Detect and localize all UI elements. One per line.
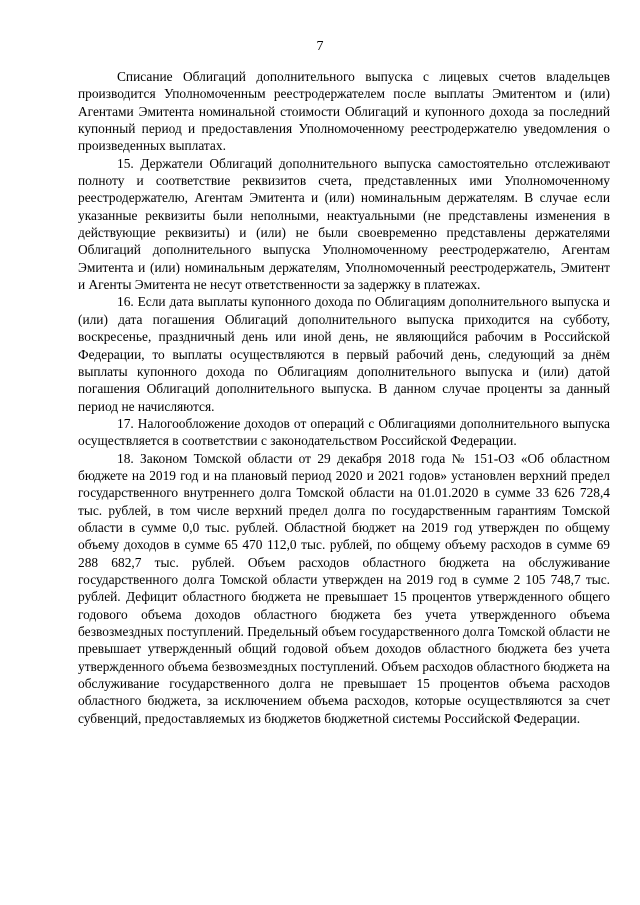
page-number: 7 [316,39,324,54]
paragraph-redemption-write-off: Списание Облигаций дополнительного выпуска с лицевых счетов владельцев производится Уполномоченным реестродержателем после выплаты Эмитентом и (или) Агентами Эмитента номинальной стоимости Облигаций и купонного дохода за последний купонный период и предоставления Уполномоченному реестродержателю уведомления о произведенных выплатах. [78,69,610,154]
paragraph-17-taxation: 17. Налогообложение доходов от операций с Облигациями дополнительного выпуска осуществляется в соответствии с законодательством Российской Федерации. [78,415,610,449]
paragraph-15-holders-details: 15. Держатели Облигаций дополнительного выпуска самостоятельно отслеживают полноту и соответствие реквизитов счета, представленных ими Уполномоченному реестродержателю, Агентам Эмитента и (или) номинальным держателям. В случае если указанные реквизиты были неполными, неактуальными (не представлены изменения в действующие реквизиты) и (или) не были своевременно представлены держателями Облигаций дополнительного выпуска Уполномоченному реестродержателю, Агентам Эмитента и (или) номинальным держателям, Уполномоченный реестродержатель, Эмитент и Агенты Эмитента не несут ответственности за задержку в платежах. [78,155,610,293]
document-body [78,68,610,727]
paragraph-16-non-working-day: 16. Если дата выплаты купонного дохода по Облигациям дополнительного выпуска и (или) дата погашения Облигаций дополнительного выпуска приходится на субботу, воскресенье, праздничный день или иной день, не являющийся рабочим в Российской Федерации, то выплаты осуществляются в первый рабочий день, следующий за днём выплаты купонного дохода по Облигациям дополнительного выпуска и (или) датой погашения Облигаций дополнительного выпуска. В данном случае проценты за данный период не начисляются. [78,294,610,414]
paragraph-18-regional-budget-law: 18. Законом Томской области от 29 декабря 2018 года № 151-ОЗ «Об областном бюджете на 2019 год и на плановый период 2020 и 2021 годов» установлен верхний предел государственного внутреннего долга Томской области на 01.01.2020 в сумме 33 626 728,4 тыс. рублей, в том числе верхний предел долга по государственным гарантиям Томской области в сумме 0,0 тыс. рублей. Областной бюджет на 2019 год утвержден по общему объему доходов в сумме 65 470 112,0 тыс. рублей, по общему объему расходов в сумме 69 288 682,7 тыс. рублей. Объем расходов областного бюджета на обслуживание государственного долга Томской области утвержден на 2019 год в сумме 2 105 748,7 тыс. рублей. Дефицит областного бюджета не превышает 15 процентов утвержденного общего годового объема доходов областного бюджета без учета утвержденного объема безвозмездных поступлений. Предельный объем государственного долга Томской области не превышает утвержденный общий годовой объем доходов областного бюджета без учета утвержденного объема безвозмездных поступлений. Объем расходов областного бюджета на обслуживание государственного долга не превышает 15 процентов объема расходов областного бюджета, за исключением объема расходов, которые осуществляются за счет субвенций, предоставляемых из бюджетов бюджетной системы Российской Федерации. [78,450,610,726]
